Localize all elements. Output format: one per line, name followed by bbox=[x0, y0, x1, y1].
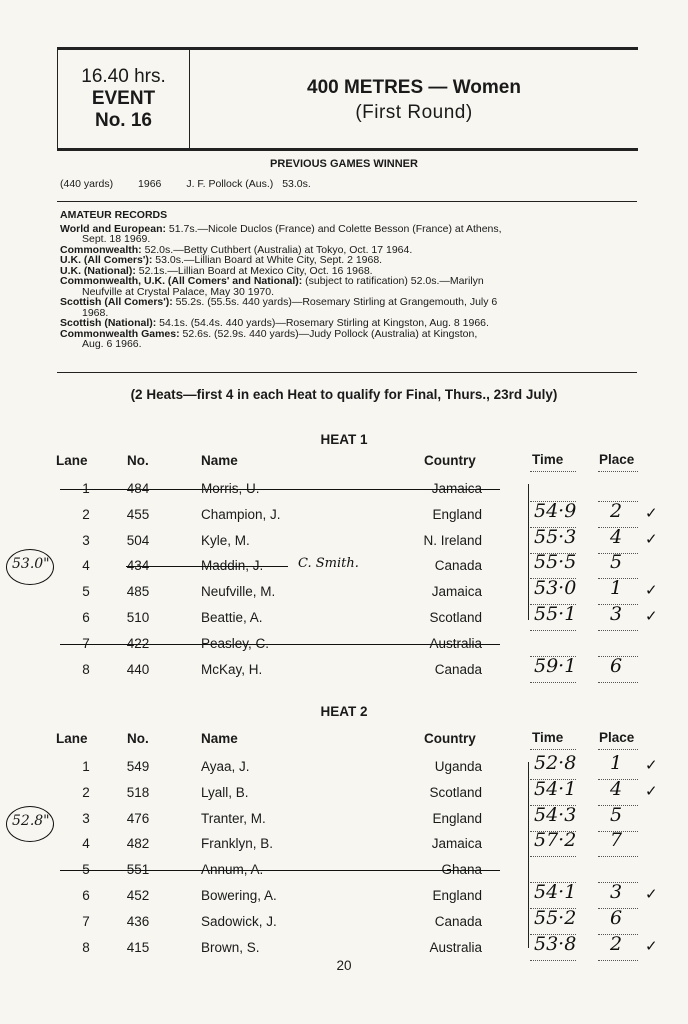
amateur-records bbox=[60, 210, 640, 350]
athlete-name: Ayaa, J. bbox=[201, 759, 250, 774]
record-label: U.K. (National): bbox=[60, 264, 136, 277]
record-label: Scottish (All Comers'): bbox=[60, 296, 173, 308]
place-dots bbox=[598, 682, 638, 683]
time-dots bbox=[530, 630, 576, 631]
bib-number: 485 bbox=[126, 584, 150, 600]
strike-through-line bbox=[60, 870, 500, 871]
record-text: Aug. 6 1966. bbox=[82, 338, 142, 350]
handwritten-time: 54·1 bbox=[534, 881, 577, 903]
lane-number: 5 bbox=[82, 584, 90, 600]
tick-mark: ✓ bbox=[645, 936, 658, 955]
divider bbox=[57, 372, 637, 373]
record-label: Commonwealth: bbox=[60, 243, 142, 256]
athlete-country: Australia bbox=[429, 939, 482, 955]
time-header-dots bbox=[530, 749, 576, 750]
handwritten-time: 53·0 bbox=[534, 577, 577, 600]
record-label: Commonwealth Games: bbox=[60, 327, 180, 340]
handwritten-place: 4 bbox=[610, 777, 623, 800]
records-heading: AMATEUR RECORDS bbox=[60, 209, 168, 221]
event-title-block bbox=[190, 50, 638, 124]
lane-number: 2 bbox=[82, 506, 90, 522]
event-time: 16.40 hrs. bbox=[81, 66, 166, 87]
bib-number: 440 bbox=[126, 661, 150, 677]
athlete-country: Canada bbox=[434, 913, 482, 929]
record-text: 52.0s.—Betty Cuthbert (Australia) at Tokyo, Oct. 17 1964. bbox=[141, 243, 413, 256]
handwritten-place: 1 bbox=[610, 577, 623, 600]
lane-number: 6 bbox=[82, 610, 90, 625]
athlete-name: Lyall, B. bbox=[201, 784, 249, 800]
bib-number: 549 bbox=[126, 759, 150, 774]
event-title: 400 METRES — Women bbox=[307, 77, 521, 98]
handwritten-time: 55·1 bbox=[534, 603, 577, 625]
handwritten-time: 52·8 bbox=[534, 752, 577, 774]
handwritten-place: 2 bbox=[610, 499, 623, 522]
column-lane: Lane bbox=[56, 453, 88, 468]
column-lane: Lane bbox=[56, 731, 88, 746]
handwritten-time: 55·3 bbox=[534, 525, 577, 548]
bib-number: 482 bbox=[126, 836, 150, 852]
tick-mark: ✓ bbox=[645, 756, 658, 774]
bib-number: 504 bbox=[126, 532, 150, 548]
handwritten-box-line bbox=[528, 762, 529, 948]
lane-number: 8 bbox=[82, 661, 90, 677]
bib-number: 415 bbox=[126, 939, 150, 955]
handwritten-place: 5 bbox=[610, 803, 623, 826]
bib-number: 484 bbox=[126, 481, 150, 496]
record-text: 51.7s.—Nicole Duclos (France) and Colette Besson (France) at Athens, bbox=[165, 222, 502, 235]
athlete-name: Brown, S. bbox=[201, 939, 260, 955]
handwritten-place: 5 bbox=[610, 551, 623, 574]
athlete-country: Jamaica bbox=[431, 836, 482, 852]
previous-year: 1966 bbox=[138, 178, 162, 190]
record-text: 52.1s.—Lillian Board at Mexico City, Oct. 16 1968. bbox=[135, 264, 373, 277]
tick-mark: ✓ bbox=[645, 581, 658, 600]
tick-mark: ✓ bbox=[645, 781, 658, 800]
time-dots bbox=[530, 856, 576, 857]
margin-note: 52.8" bbox=[12, 813, 50, 829]
event-info bbox=[58, 50, 190, 148]
record-label: World and European: bbox=[60, 222, 166, 235]
athlete-name: Sadowick, J. bbox=[201, 913, 277, 929]
column-no: No. bbox=[127, 731, 149, 746]
handwritten-time: 54·1 bbox=[534, 777, 577, 800]
event-header bbox=[57, 47, 638, 151]
handwritten-place: 6 bbox=[610, 654, 623, 677]
athlete-name: Champion, J. bbox=[201, 506, 281, 522]
athlete-country: Uganda bbox=[434, 759, 482, 774]
handwritten-time: 59·1 bbox=[534, 654, 577, 677]
handwritten-time: 57·2 bbox=[534, 829, 577, 852]
heat-title: HEAT 1 bbox=[320, 432, 368, 447]
athlete-country: England bbox=[432, 810, 482, 826]
time-header-dots bbox=[530, 471, 576, 472]
bib-number: 436 bbox=[126, 913, 150, 929]
bib-number: 551 bbox=[126, 862, 150, 878]
strike-through-line bbox=[60, 644, 500, 645]
record-text: 52.6s. (52.9s. 440 yards)—Judy Pollock (Australia) at Kingston, bbox=[179, 327, 478, 340]
divider bbox=[57, 201, 637, 202]
handwritten-place: 6 bbox=[610, 906, 623, 929]
athlete-country: Scotland bbox=[429, 610, 482, 625]
handwritten-place: 2 bbox=[610, 932, 623, 955]
event-label: EVENT bbox=[91, 88, 156, 109]
record-line bbox=[60, 329, 640, 340]
handwritten-place: 4 bbox=[610, 525, 623, 548]
record-line bbox=[60, 339, 640, 350]
column-country: Country bbox=[424, 731, 476, 746]
athlete-name: Franklyn, B. bbox=[201, 836, 274, 852]
place-dots bbox=[598, 856, 638, 857]
column-place: Place bbox=[599, 730, 635, 745]
qualification-note: (2 Heats—first 4 in each Heat to qualify for Final, Thurs., 23rd July) bbox=[130, 387, 558, 402]
lane-number: 6 bbox=[82, 888, 90, 903]
lane-number: 5 bbox=[82, 862, 90, 878]
athlete-name: Peasley, C. bbox=[201, 635, 270, 651]
record-text: 54.1s. (54.4s. 440 yards)—Rosemary Stirling at Kingston, Aug. 8 1966. bbox=[156, 317, 489, 329]
athlete-country: Jamaica bbox=[431, 584, 482, 600]
athlete-name: Tranter, M. bbox=[201, 810, 266, 826]
handwritten-place: 1 bbox=[610, 752, 623, 774]
place-dots bbox=[598, 630, 638, 631]
lane-number: 8 bbox=[82, 939, 90, 955]
handwritten-place: 3 bbox=[610, 603, 623, 625]
handwritten-time: 55·2 bbox=[534, 906, 577, 929]
handwritten-time: 55·5 bbox=[534, 551, 577, 574]
record-label: Scottish (National): bbox=[60, 317, 157, 329]
heat-title: HEAT 2 bbox=[320, 704, 368, 719]
bib-number: 455 bbox=[126, 506, 150, 522]
records-list bbox=[60, 224, 640, 350]
tick-mark: ✓ bbox=[645, 503, 658, 522]
athlete-country: Ghana bbox=[441, 862, 482, 878]
handwritten-place: 3 bbox=[610, 881, 623, 903]
handwritten-time: 53·8 bbox=[534, 932, 577, 955]
bib-number: 510 bbox=[126, 610, 150, 625]
handwritten-time: 54·3 bbox=[534, 803, 577, 826]
athlete-country: Jamaica bbox=[431, 481, 482, 496]
event-subtitle: (First Round) bbox=[355, 102, 473, 123]
lane-number: 7 bbox=[82, 635, 90, 651]
athlete-name: Morris, U. bbox=[201, 481, 260, 496]
record-text: 1968. bbox=[82, 306, 109, 319]
event-number: No. 16 bbox=[94, 110, 153, 131]
column-name: Name bbox=[201, 731, 238, 746]
athlete-name: Annum, A. bbox=[201, 862, 264, 878]
tick-mark: ✓ bbox=[645, 885, 658, 903]
athlete-country: N. Ireland bbox=[423, 532, 482, 548]
lane-number: 7 bbox=[82, 913, 90, 929]
column-time: Time bbox=[532, 730, 564, 745]
athlete-country: Scotland bbox=[429, 784, 482, 800]
tick-mark: ✓ bbox=[645, 529, 658, 548]
bib-number: 476 bbox=[126, 810, 150, 826]
bib-number: 452 bbox=[126, 888, 150, 903]
lane-number: 3 bbox=[82, 532, 90, 548]
column-time: Time bbox=[532, 452, 564, 467]
strike-through-line bbox=[126, 566, 288, 567]
record-line bbox=[60, 297, 640, 308]
athlete-country: England bbox=[432, 506, 482, 522]
record-text: (subject to ratification) 52.0s.—Marilyn bbox=[302, 275, 484, 287]
tick-mark: ✓ bbox=[645, 607, 658, 625]
column-no: No. bbox=[127, 453, 149, 468]
margin-note: 53.0" bbox=[12, 556, 50, 572]
place-header-dots bbox=[598, 749, 638, 750]
column-place: Place bbox=[599, 452, 635, 467]
handwritten-box-line bbox=[528, 484, 529, 620]
athlete-country: England bbox=[432, 888, 482, 903]
previous-time: 53.0s. bbox=[282, 178, 311, 190]
athlete-name: Kyle, M. bbox=[201, 532, 250, 548]
lane-number: 1 bbox=[82, 481, 90, 496]
lane-number: 3 bbox=[82, 810, 90, 826]
record-label: U.K. (All Comers'): bbox=[60, 254, 153, 266]
record-label: Commonwealth, U.K. (All Comers' and National): bbox=[60, 275, 303, 287]
previous-distance: (440 yards) bbox=[60, 178, 114, 190]
handwritten-time: 54·9 bbox=[534, 499, 577, 522]
record-text: 53.0s.—Lillian Board at White City, Sept. 2 1968. bbox=[152, 254, 383, 266]
place-header-dots bbox=[598, 471, 638, 472]
handwritten-place: 7 bbox=[610, 829, 623, 852]
handwritten-replacement: C. Smith. bbox=[298, 556, 359, 572]
record-text: 55.2s. (55.5s. 440 yards)—Rosemary Stirling at Grangemouth, July 6 bbox=[172, 296, 498, 308]
bib-number: 422 bbox=[126, 635, 150, 651]
lane-number: 4 bbox=[82, 558, 90, 574]
column-country: Country bbox=[424, 453, 476, 468]
bib-number: 434 bbox=[126, 558, 150, 574]
athlete-name: Maddin, J. bbox=[201, 558, 264, 574]
strike-through-line bbox=[60, 489, 500, 490]
lane-number: 1 bbox=[82, 759, 90, 774]
column-name: Name bbox=[201, 453, 238, 468]
athlete-name: Neufville, M. bbox=[201, 584, 276, 600]
lane-number: 2 bbox=[82, 784, 90, 800]
athlete-name: McKay, H. bbox=[201, 661, 263, 677]
athlete-name: Bowering, A. bbox=[201, 888, 277, 903]
record-text: Sept. 18 1969. bbox=[82, 233, 151, 245]
athlete-country: Australia bbox=[429, 635, 482, 651]
bib-number: 518 bbox=[126, 784, 150, 800]
record-text: Neufville at Crystal Palace, May 30 1970. bbox=[82, 285, 275, 298]
athlete-name: Beattie, A. bbox=[201, 610, 263, 625]
page-number: 20 bbox=[336, 958, 352, 973]
time-dots bbox=[530, 682, 576, 683]
previous-winner-line bbox=[60, 178, 333, 190]
previous-winner: J. F. Pollock (Aus.) bbox=[186, 178, 274, 190]
previous-winner-heading: PREVIOUS GAMES WINNER bbox=[270, 158, 418, 170]
athlete-country: Canada bbox=[434, 661, 482, 677]
athlete-country: Canada bbox=[434, 558, 482, 574]
lane-number: 4 bbox=[82, 836, 90, 852]
